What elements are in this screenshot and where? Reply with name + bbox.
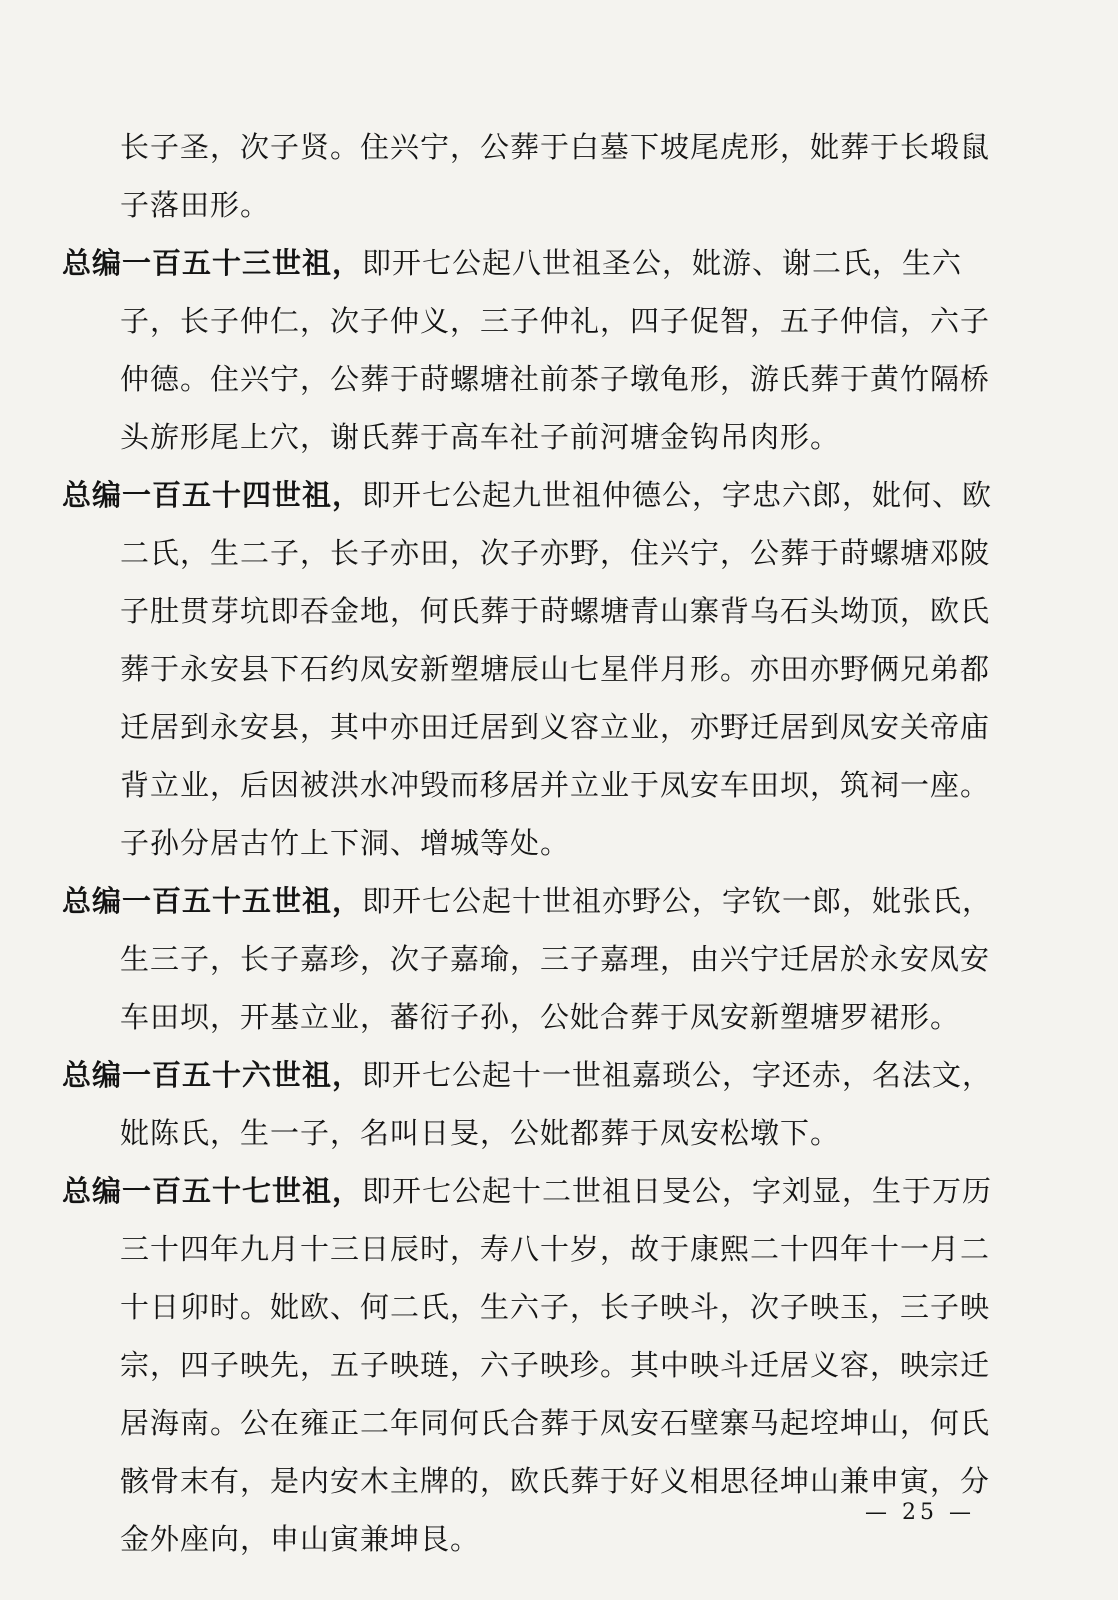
entry-text: 即开七公起十一世祖嘉琐公，字还赤，名法文，妣陈氏，生一子，名叫日旻，公妣都葬于凤安松墩下。 (120, 1058, 993, 1150)
entry-label: 总编一百五十七世祖， (62, 1174, 363, 1208)
page-number: — 25 — (865, 1500, 975, 1525)
entry-label: 总编一百五十四世祖， (62, 478, 363, 512)
genealogy-text-body (62, 118, 1017, 1568)
entry-155 (62, 872, 1017, 1046)
entry-text: 长子圣，次子贤。住兴宁，公葬于白墓下坡尾虎形，妣葬于长塅鼠子落田形。 (120, 130, 991, 222)
entry-text: 即开七公起九世祖仲德公，字忠六郎，妣何、欧二氏，生二子，长子亦田，次子亦野，住兴宁，公葬于莳螺塘邓陂子肚贯芽坑即吞金地，何氏葬于莳螺塘青山寨背乌石头坳顶，欧氏葬于永安县下石约凤安新塑塘辰山七星伴月形。亦田亦野俩兄弟都迁居到永安县，其中亦田迁居到义容立业，亦野迁居到凤安关帝庙背立业，后因被洪水冲毁而移居并立业于凤安车田坝，筑祠一座。子孙分居古竹上下洞、增城等处。 (120, 478, 993, 860)
entry-text: 即开七公起八世祖圣公，妣游、谢二氏，生六子，长子仲仁，次子仲义，三子仲礼，四子促智，五子仲信，六子仲德。住兴宁，公葬于莳螺塘社前茶子墩龟形，游氏葬于黄竹隔桥头旂形尾上穴，谢氏葬于高车社子前河塘金钩吊肉形。 (120, 246, 991, 454)
entry-text: 即开七公起十世祖亦野公，字钦一郎，妣张氏，生三子，长子嘉珍，次子嘉瑜，三子嘉理，由兴宁迁居於永安凤安车田坝，开基立业，蕃衍子孙，公妣合葬于凤安新塑塘罗裙形。 (120, 884, 993, 1034)
entry-156 (62, 1046, 1017, 1162)
entry-154 (62, 466, 1017, 872)
entry-label: 总编一百五十三世祖， (62, 246, 363, 280)
entry-label: 总编一百五十六世祖， (62, 1058, 363, 1092)
entry-continuation (62, 118, 1017, 234)
entry-153 (62, 234, 1017, 466)
entry-text: 即开七公起十二世祖日旻公，字刘显，生于万历三十四年九月十三日辰时，寿八十岁，故于康熙二十四年十一月二十日卯时。妣欧、何二氏，生六子，长子映斗，次子映玉，三子映宗，四子映先，五子映琏，六子映珍。其中映斗迁居义容，映宗迁居海南。公在雍正二年同何氏合葬于凤安石壁寨马起埪坤山，何氏骸骨末有，是内安木主牌的，欧氏葬于好义相思径坤山兼申寅，分金外座向，申山寅兼坤艮。 (120, 1174, 993, 1556)
entry-label: 总编一百五十五世祖， (62, 884, 363, 918)
